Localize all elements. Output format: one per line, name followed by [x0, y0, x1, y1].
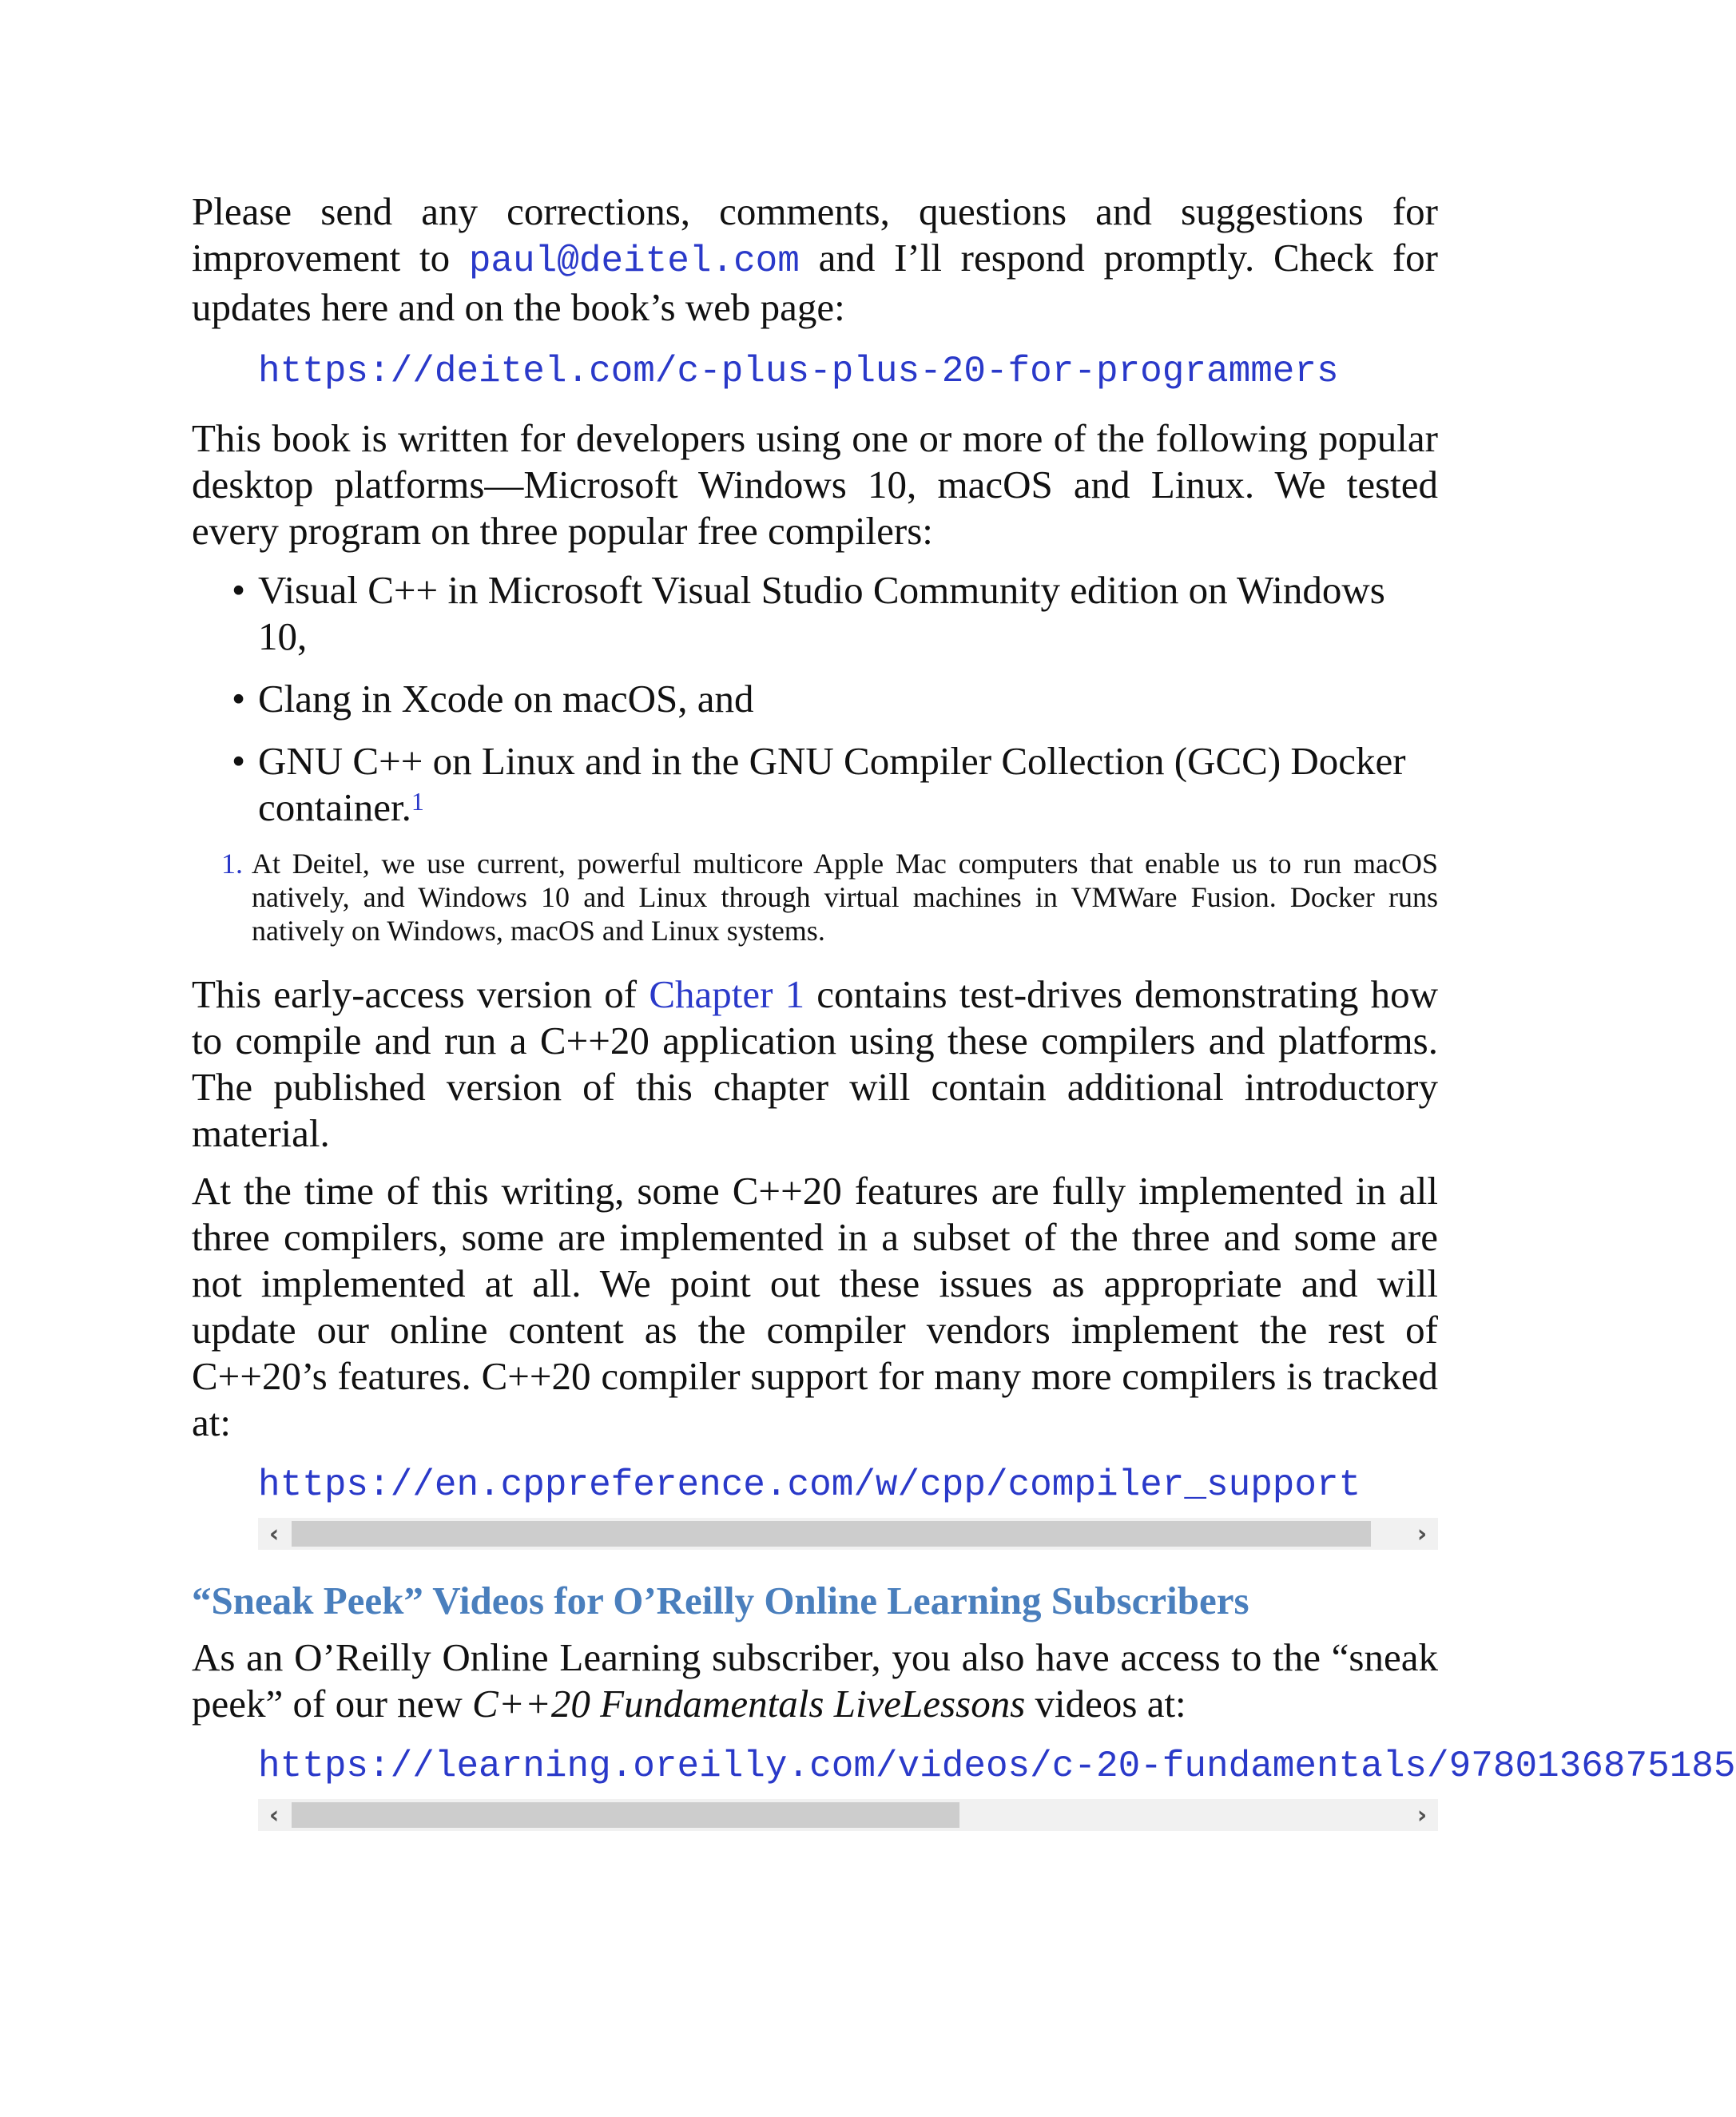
horizontal-scrollbar[interactable] — [258, 1518, 1438, 1550]
oreilly-url-link[interactable]: https://learning.oreilly.com/videos/c-20-fundamentals/9780136875185 — [258, 1746, 1736, 1787]
bullet: • — [232, 677, 246, 721]
early-access-text-end: contains test-drives demonstrating how to compile and run a C++20 application using these compilers and platforms. The published version of this chapter will contain additional introductory material. — [192, 972, 1438, 1155]
page-content — [192, 189, 1736, 1831]
chapter-1-link[interactable]: Chapter 1 — [649, 972, 805, 1016]
paragraph-sneak-peek — [192, 1634, 1438, 1727]
paragraph-platforms: This book is written for developers using one or more of the following popular desktop platforms—Microsoft Windows 10, macOS and Linux. We tested every program on three popular free compilers: — [192, 416, 1438, 553]
bullet: • — [232, 739, 246, 783]
footnote-text: At Deitel, we use current, powerful multicore Apple Mac computers that enable us to run macOS natively, and Windows 10 and Linux through virtual machines in VMWare Fusion. Docker runs natively on Windows, macOS and Linux systems. — [252, 848, 1438, 947]
compiler-clang: Clang in Xcode on macOS, and — [258, 677, 754, 721]
horizontal-scrollbar[interactable] — [258, 1799, 1438, 1831]
cppreference-code-block — [258, 1462, 1438, 1550]
scroll-right-arrow-icon[interactable]: › — [1416, 1519, 1428, 1548]
book-url-link[interactable]: https://deitel.com/c-plus-plus-20-for-programmers — [258, 351, 1339, 392]
email-link[interactable]: paul@deitel.com — [468, 240, 800, 282]
sneak-peek-text-end: videos at: — [1025, 1682, 1186, 1726]
compiler-gnu: GNU C++ on Linux and in the GNU Compiler Collection (GCC) Docker container. — [258, 739, 1406, 829]
list-item — [232, 676, 1438, 722]
footnote — [192, 847, 1438, 947]
scrollbar-thumb[interactable] — [292, 1802, 959, 1828]
oreilly-code-block — [258, 1743, 1736, 1831]
sneak-peek-text: As an O’Reilly Online Learning subscriber, you also have access to the “sneak peek” of our new — [192, 1635, 1438, 1726]
scroll-left-arrow-icon[interactable]: ‹ — [268, 1801, 280, 1829]
paragraph-early-access — [192, 971, 1438, 1157]
list-item — [232, 738, 1438, 831]
scroll-right-arrow-icon[interactable]: › — [1416, 1801, 1428, 1829]
paragraph-compiler-support: At the time of this writing, some C++20 features are fully implemented in all three compilers, some are implemented in a subset of the three and some are not implemented at all. We point out these issues as appropriate and will update our online content as the compiler vendors implement the rest of C++20’s features. C++20 compiler support for many more compilers is tracked at: — [192, 1169, 1438, 1444]
compiler-visual-cpp: Visual C++ in Microsoft Visual Studio Community edition on Windows 10, — [258, 568, 1385, 658]
corrections-text-end: and I’ll respond promptly. Check for updates here and on the book’s web page: — [192, 236, 1438, 329]
section-heading: “Sneak Peek” Videos for O’Reilly Online Learning Subscribers — [192, 1579, 1249, 1623]
corrections-text: Please send any corrections, comments, questions and suggestions for improvement to — [192, 189, 1438, 280]
list-item — [232, 567, 1438, 660]
scroll-left-arrow-icon[interactable]: ‹ — [268, 1519, 280, 1548]
footnote-ref-link[interactable]: 1 — [411, 787, 424, 816]
early-access-text: This early-access version of — [192, 972, 650, 1016]
scrollbar-thumb[interactable] — [292, 1521, 1371, 1547]
footnote-number-link[interactable]: 1. — [221, 848, 243, 880]
paragraph-corrections — [192, 189, 1438, 331]
cppreference-url-link[interactable]: https://en.cppreference.com/w/cpp/compiler_support — [258, 1464, 1361, 1506]
compiler-list — [192, 567, 1438, 831]
video-title: C++20 Fundamentals LiveLessons — [472, 1682, 1026, 1726]
bullet: • — [232, 568, 246, 612]
